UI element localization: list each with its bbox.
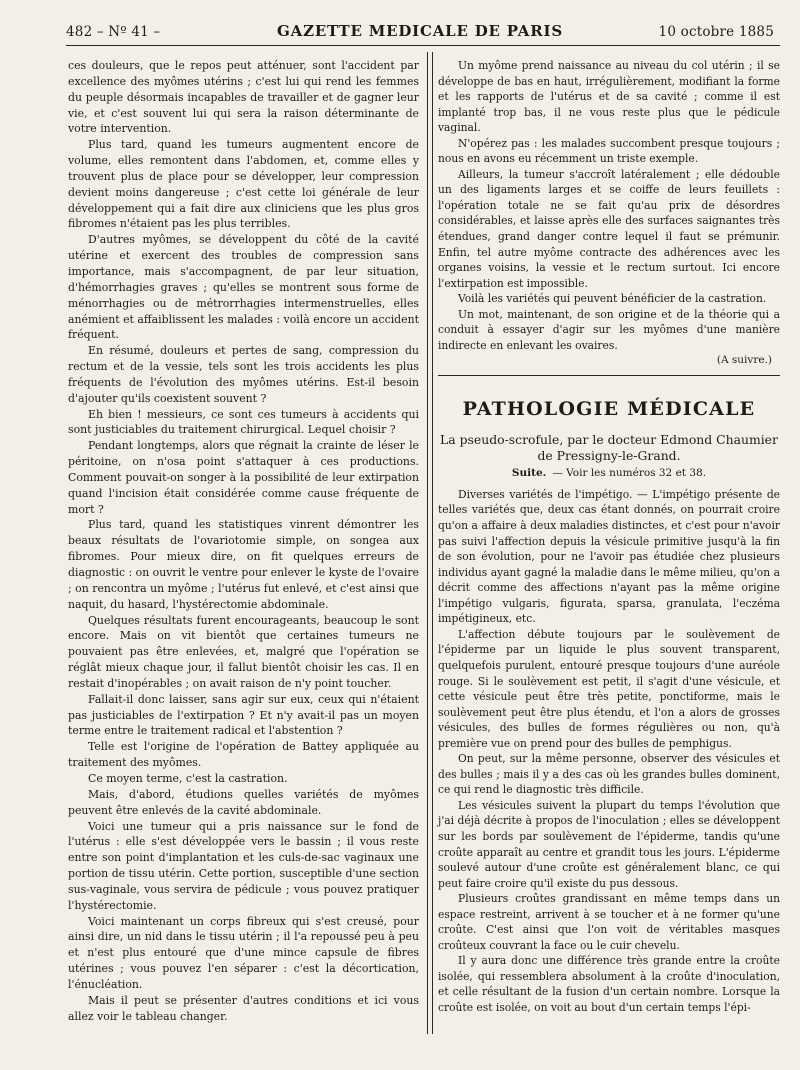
paragraph: Ce moyen terme, c'est la castration. xyxy=(88,771,288,785)
issue-date: 10 octobre 1885 xyxy=(658,24,774,40)
paragraph: En résumé, douleurs et pertes de sang, compression du rectum et de la vessie, tels sont les trois accidents les plus fréquents de l'évolution des myômes utérins. Est-il besoin d'ajouter qu'ils coexistent souvent ? xyxy=(68,344,419,405)
paragraph: Les vésicules suivent la plupart du temps l'évolution que j'ai déjà décrite à propos de l'inoculation ; elles se développent sur les bords par soulèvement de l'épiderme, tandis qu'une croûte apparaît au centre et grandit tous les jours. L'épiderme soulevé autour d'une croûte est généralement blanc, ce qui peut faire croire qu'il existe du pus dessous. xyxy=(438,798,780,890)
column-rule-inner xyxy=(432,52,433,1034)
column-rule xyxy=(427,52,428,1034)
paragraph: Mais il peut se présenter d'autres conditions et ici vous allez voir le tableau changer. xyxy=(68,993,419,1023)
paragraph: Plus tard, quand les statistiques vinrent démontrer les beaux résultats de l'ovariotomie simple, on songea aux fibromes. Pour mieux dire, on fit quelques erreurs de diagnostic : on ouvrit le ventre pour enlever le kyste de l'ovaire ; on rencontra un myôme ; l'utérus fut enlevé, et c'est ainsi que naquit, du hasard, l'hystérectomie abdominale. xyxy=(68,518,419,611)
suite-line xyxy=(438,465,780,481)
paragraph: Eh bien ! messieurs, ce sont ces tumeurs à accidents qui sont justiciables du traitement chirurgical. Lequel choisir ? xyxy=(68,407,419,437)
paragraph: L'affection débute toujours par le soulèvement de l'épiderme par un liquide le plus souvent transparent, quelquefois purulent, entouré presque toujours d'une auréole rouge. Si le soulèvement est petit, il s'agit d'une vésicule, et cette vésicule peut être très petite, ponctiforme, mais le soulèvement peut être plus étendu, et l'on a alors de grosses vésicules, des bulles de formes régulières ou non, qu'à première vue on prend pour des bulles de pemphigus. xyxy=(438,627,780,750)
article-head: La pseudo-scrofule, par le docteur Edmond Chaumier de Pressigny-le-Grand. xyxy=(440,431,778,464)
paragraph: Voilà les variétés qui peuvent bénéficier de la castration. xyxy=(458,292,767,306)
paragraph: Telle est l'origine de l'opération de Battey appliquée au traitement des myômes. xyxy=(68,740,419,770)
suite-reference: — Voir les numéros 32 et 38. xyxy=(552,466,707,479)
paragraph: Quelques résultats furent encourageants, beaucoup le sont encore. Mais on vit bientôt que certaines tumeurs ne pouvaient pas être enlevées, et, malgré que l'opération se réglât mieux chaque jour, il fallut bientôt choisir les cas. Il en restait d'inopérables ; on avait raison de n'y point toucher. xyxy=(68,613,419,690)
paragraph: Fallait-il donc laisser, sans agir sur eux, ceux qui n'étaient pas justiciables de l'extirpation ? Et n'y avait-il pas un moyen terme entre le traitement radical et l'abstention ? xyxy=(68,692,419,738)
paragraph: ces douleurs, que le repos peut atténuer, sont l'accident par excellence des myômes utérins ; c'est lui qui rend les femmes du peuple désormais incapables de travailler et de gagner leur vie, et c'est souvent lui qui sera la raison déterminante de votre intervention. xyxy=(68,59,419,136)
paragraph: Pendant longtemps, alors que régnait la crainte de léser le péritoine, on n'osa point s'attaquer à ces productions. Comment pouvait-on songer à la possibilité de leur extirpation quand l'incision était considérée comme cause fréquente de mort ? xyxy=(68,439,419,516)
left-column xyxy=(68,58,419,1024)
paragraph: Plus tard, quand les tumeurs augmentent encore de volume, elles remontent dans l'abdomen, et, comme elles y trouvent plus de place pour se développer, leur compression devient moins dangereuse ; c'est cette loi générale de leur développement qui a fait dire aux cliniciens que les plus gros fibromes n'étaient pas les plus terribles. xyxy=(68,138,419,231)
paragraph: N'opérez pas : les malades succombent presque toujours ; nous en avons eu récemment un triste exemple. xyxy=(438,136,780,166)
right-column xyxy=(438,58,780,1016)
paragraph: Voici maintenant un corps fibreux qui s'est creusé, pour ainsi dire, un nid dans le tissu utérin ; il l'a repoussé peu à peu et n'est plus entouré que d'une mince capsule de fibres utérines ; vous pouvez l'en séparer : c'est la décortication, l'énucléation. xyxy=(68,914,419,991)
paragraph: Un myôme prend naissance au niveau du col utérin ; il se développe de bas en haut, irrégulièrement, modifiant la forme et les rapports de l'utérus et de sa cavité ; comme il est implanté trop bas, il ne vous reste plus que le pédicule vaginal. xyxy=(438,59,780,135)
paragraph: Mais, d'abord, étudions quelles variétés de myômes peuvent être enlevés de la cavité abdominale. xyxy=(68,787,419,817)
page-number: 482 – Nº 41 – xyxy=(66,24,161,40)
page-header xyxy=(66,22,774,44)
paragraph: Un mot, maintenant, de son origine et de la théorie qui a conduit à essayer d'agir sur les myômes d'une manière indirecte en enlevant les ovaires. xyxy=(438,307,780,352)
paragraph: Diverses variétés de l'impétigo. — L'impétigo présente de telles variétés que, deux cas étant donnés, on pourrait croire qu'on a affaire à deux maladies distinctes, et c'est pour n'avoir pas suivi l'affection depuis la vésicule primitive jusqu'à la fin de son évolution, pour ne l'avoir pas étudiée chez plusieurs individus ayant gagné la maladie dans le même milieu, qu'on a décrit comme des affections n'ayant pas la même origine l'impétigo vulgaris, figurata, sparsa, granulata, l'eczéma impétigineux, etc. xyxy=(438,487,780,626)
section-divider xyxy=(438,375,780,376)
paragraph: D'autres myômes, se développent du côté de la cavité utérine et exercent des troubles de compression sans importance, mais s'accompagnent, de par leur situation, d'hémorrhagies graves ; qu'elles se montrent sous forme de ménorrhagies ou de métrorrhagies intermenstruelles, elles anémient et affaiblissent les malades : voilà encore un accident fréquent. xyxy=(68,233,419,342)
header-rule xyxy=(66,45,780,46)
section-title: PATHOLOGIE MÉDICALE xyxy=(462,398,756,421)
journal-title: GAZETTE MEDICALE DE PARIS xyxy=(277,22,563,40)
paragraph: Il y aura donc une différence très grande entre la croûte isolée, qui ressemblera absolument à la croûte d'inoculation, et celle résultant de la fusion d'un certain nombre. Lorsque la croûte est isolée, on voit au bout d'un certain temps l'épi- xyxy=(438,954,780,1014)
paragraph: Voici une tumeur qui a pris naissance sur le fond de l'utérus : elle s'est développée vers le bassin ; il vous reste entre son point d'implantation et les culs-de-sac vaginaux une portion de tissu utérin. Cette portion, susceptible d'une section sus-vaginale, vous servira de pédicule ; vous pouvez pratiquer l'hystérectomie. xyxy=(68,819,419,912)
paragraph: Ailleurs, la tumeur s'accroît latéralement ; elle dédouble un des ligaments larges et se coiffe de leurs feuillets : l'opération totale ne se fait qu'au prix de désordres considérables, et laisse après elle des surfaces saignantes très étendues, grand danger contre lequel il faut se prémunir. Enfin, tel autre myôme contracte des adhérences avec les organes voisins, la vessie et le rectum surtout. Ici encore l'extirpation est impossible. xyxy=(438,167,780,290)
paragraph: Plusieurs croûtes grandissant en même temps dans un espace restreint, arrivent à se toucher et à ne former qu'une croûte. C'est ainsi que l'on voit de véritables masques croûteux couvrant la face ou le cuir chevelu. xyxy=(438,892,780,952)
paragraph: On peut, sur la même personne, observer des vésicules et des bulles ; mais il y a des cas où les grandes bulles dominent, ce qui rend le diagnostic très difficile. xyxy=(438,752,780,797)
to-be-continued: (A suivre.) xyxy=(716,354,772,367)
suite-word: Suite. xyxy=(511,466,547,479)
